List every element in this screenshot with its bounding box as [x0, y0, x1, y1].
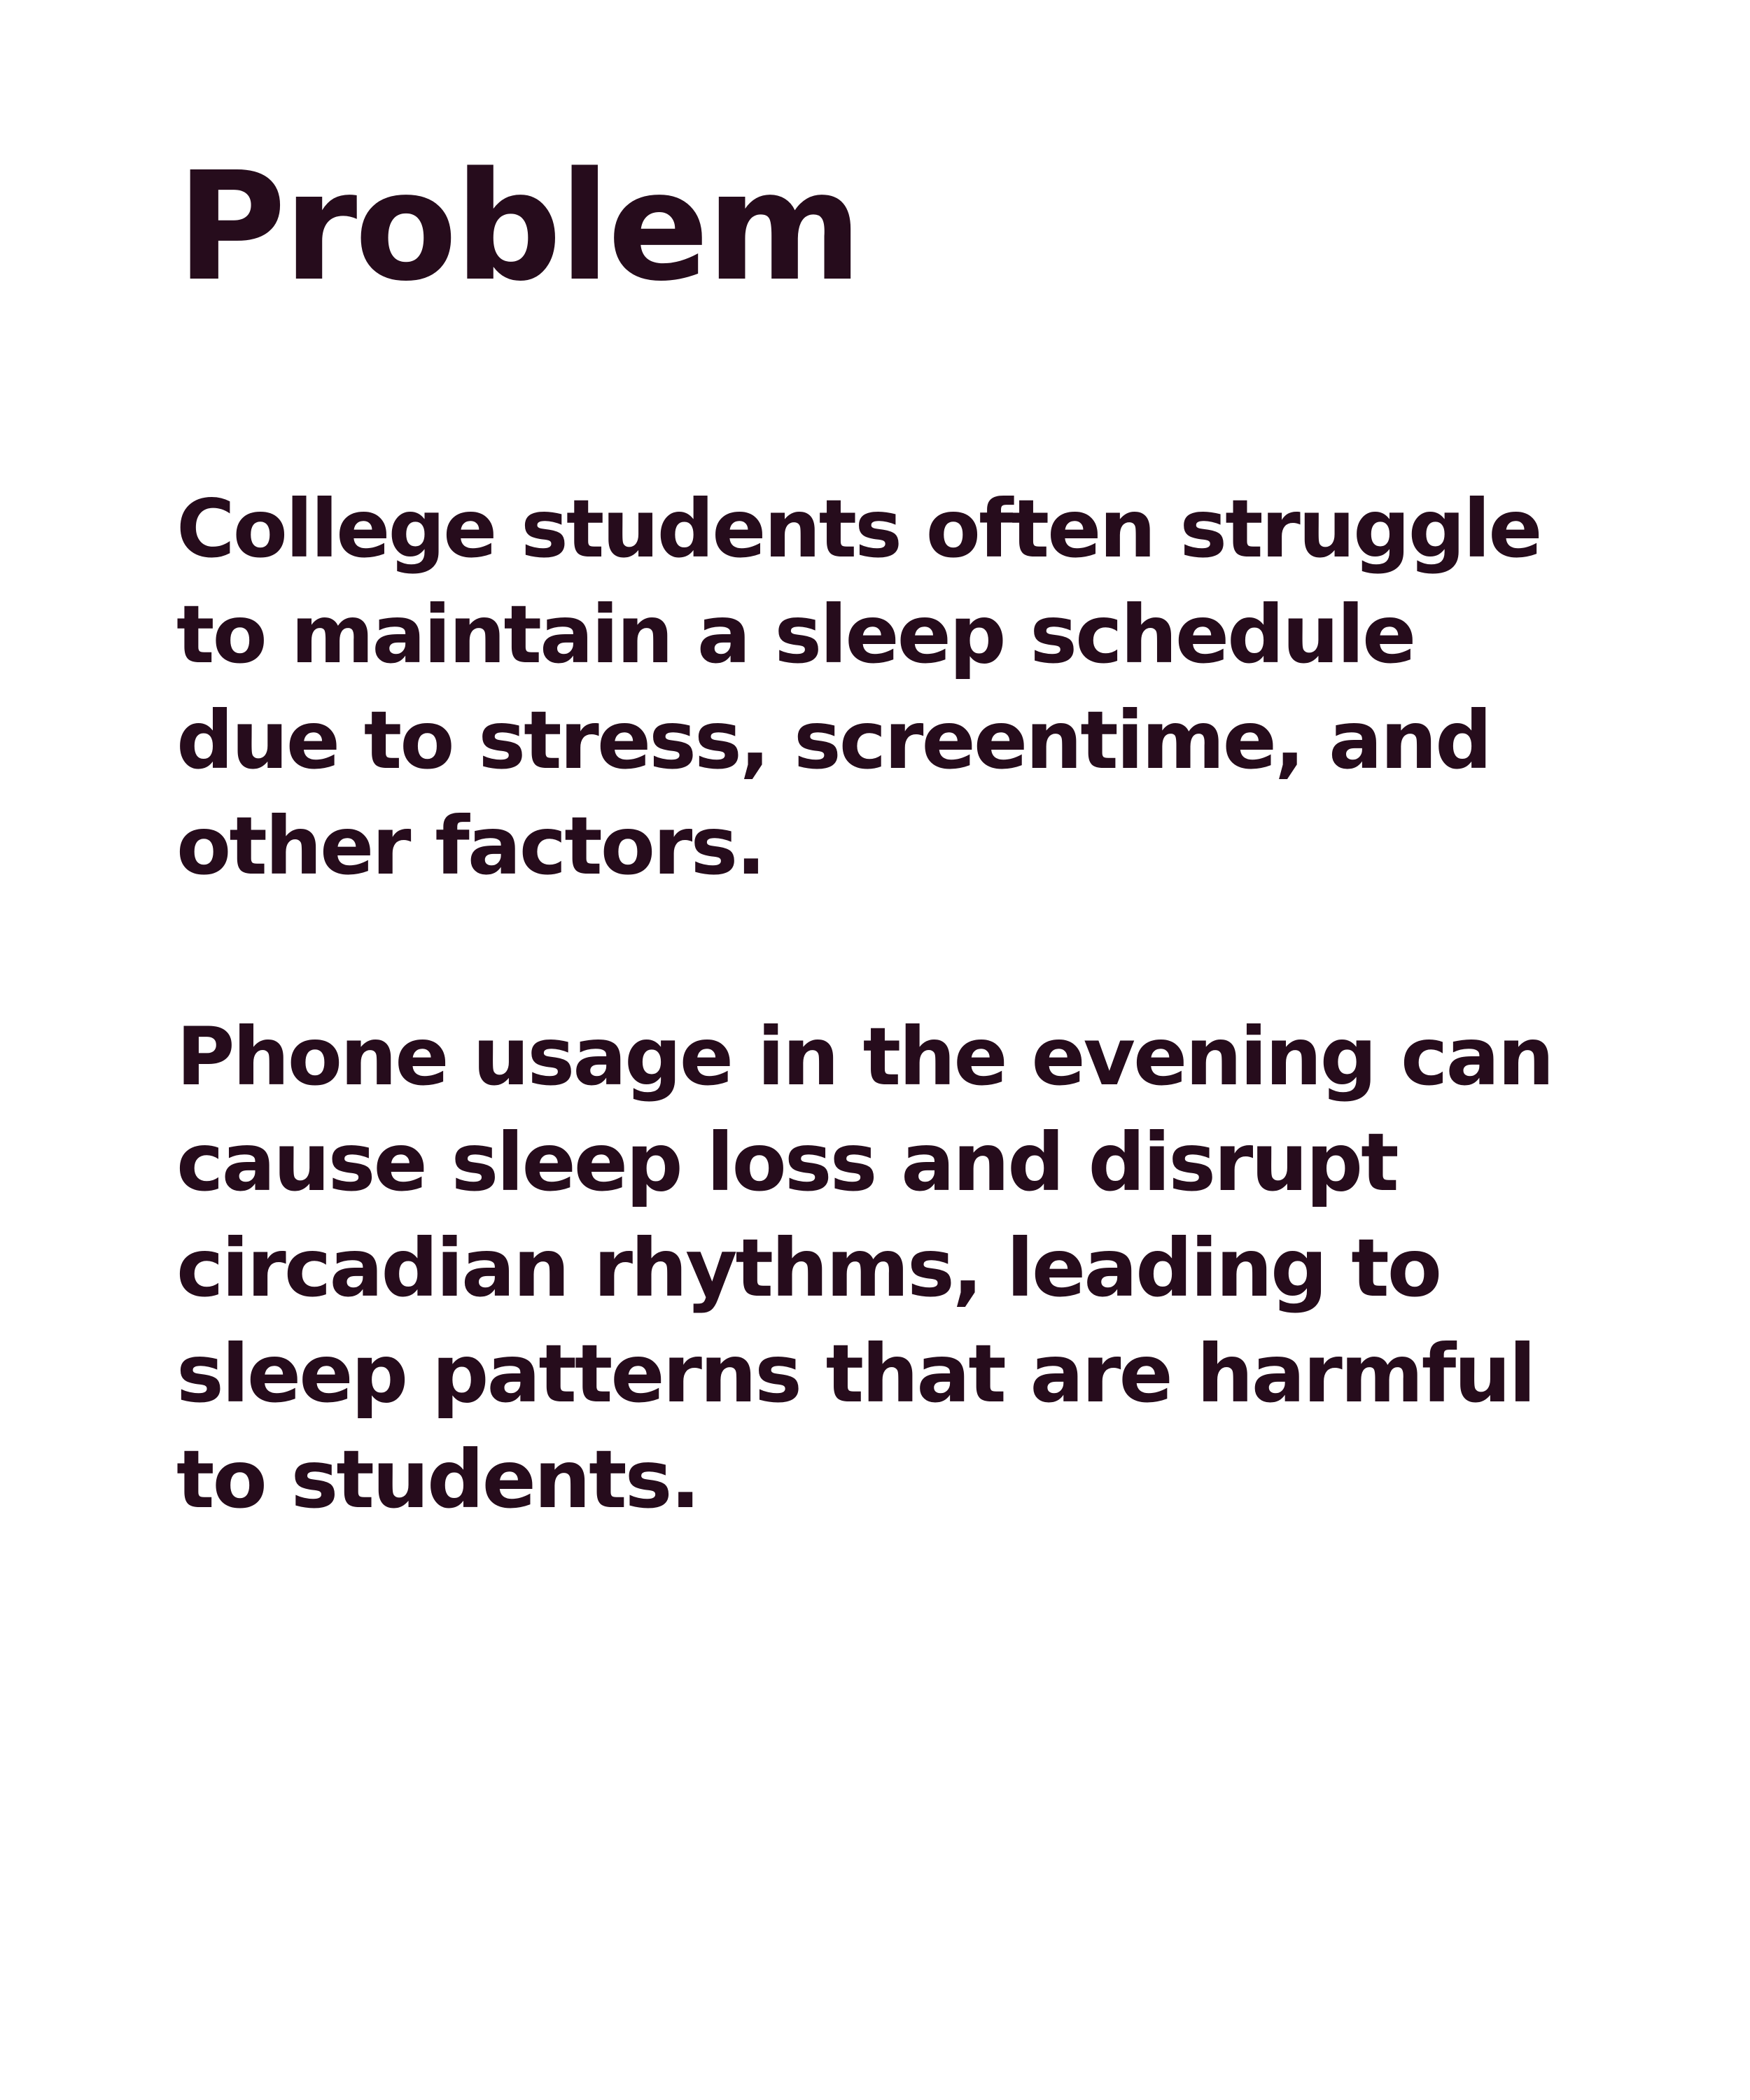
paragraph-line: to maintain a sleep schedule [176, 588, 1415, 681]
paragraph-line: circadian rhythms, leading to [176, 1222, 1441, 1315]
paragraph-line: Phone usage in the evening can [176, 1010, 1553, 1103]
paragraph-line: cause sleep loss and disrupt [176, 1116, 1397, 1209]
page-title: Problem [176, 140, 860, 314]
paragraph-line: College students often struggle [176, 482, 1541, 575]
paragraph-line: sleep patterns that are harmful [176, 1327, 1534, 1420]
paragraph-line: to students. [176, 1433, 699, 1526]
problem-paragraph-1 [176, 476, 1541, 899]
problem-paragraph-2 [176, 1004, 1553, 1532]
paragraph-line: other factors. [176, 799, 764, 892]
paragraph-line: due to stress, screentime, and [176, 694, 1490, 787]
